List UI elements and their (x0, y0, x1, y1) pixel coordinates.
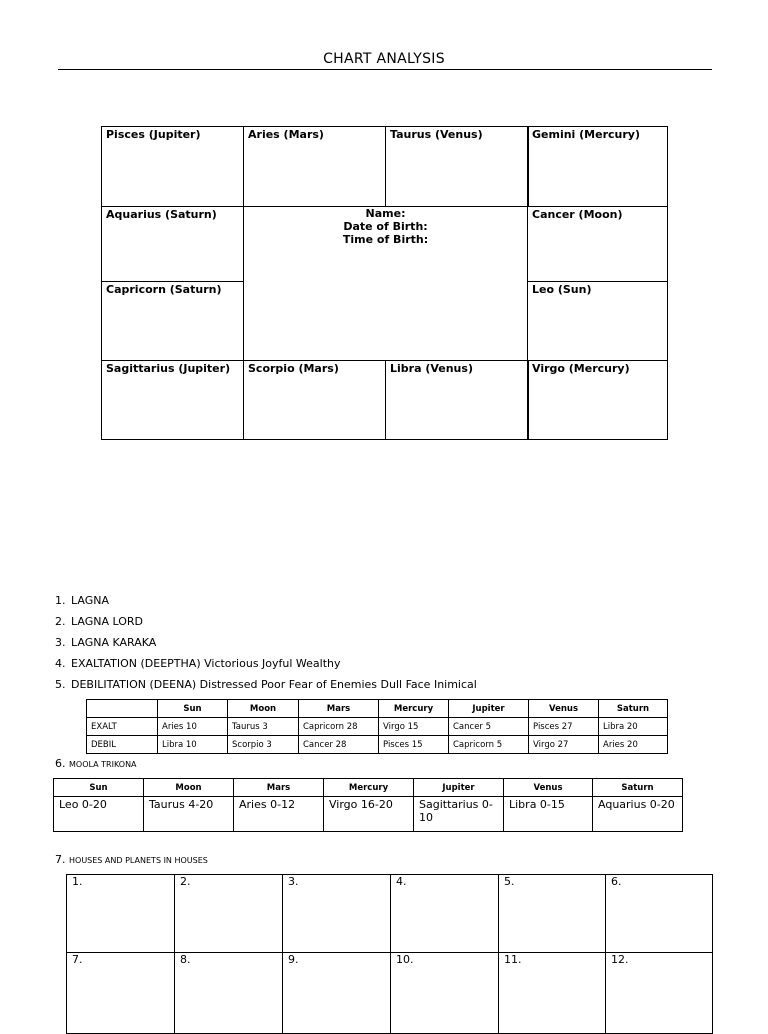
list-item (55, 615, 143, 628)
houses-grid (66, 874, 713, 1034)
house-cell: 8. (174, 952, 283, 1034)
table-header: Sun (158, 700, 228, 718)
list-number: 3. (55, 636, 66, 649)
rasi-chart (101, 126, 668, 440)
table-cell: Taurus 4-20 (144, 797, 234, 832)
table-cell: Libra 20 (599, 718, 668, 736)
list-item (55, 636, 156, 649)
house-cell: 11. (498, 952, 606, 1034)
list-text: EXALTATION (DEEPTHA) Victorious Joyful Wealthy (71, 657, 341, 670)
list-item (55, 657, 341, 670)
section-number: 6. (55, 757, 66, 770)
list-item (55, 594, 109, 607)
chart-cell-taurus: Taurus (Venus) (385, 126, 529, 207)
table-cell: Aquarius 0-20 (593, 797, 683, 832)
table-row (87, 718, 668, 736)
table-cell: Pisces 27 (529, 718, 599, 736)
table-cell: Virgo 15 (379, 718, 449, 736)
center-tob-label: Time of Birth: (342, 233, 429, 246)
house-cell: 12. (605, 952, 713, 1034)
chart-cell-capricorn: Capricorn (Saturn) (101, 281, 244, 361)
chart-cell-sagittarius: Sagittarius (Jupiter) (101, 360, 244, 440)
chart-cell-cancer: Cancer (Moon) (527, 206, 668, 282)
list-text: DEBILITATION (DEENA) Distressed Poor Fear of Enemies Dull Face Inimical (71, 678, 477, 691)
table-cell: Cancer 5 (449, 718, 529, 736)
chart-cell-virgo: Virgo (Mercury) (527, 360, 668, 440)
table-cell: Libra 0-15 (504, 797, 593, 832)
house-cell: 10. (390, 952, 499, 1034)
exaltation-debilitation-table (86, 699, 668, 754)
table-cell: Scorpio 3 (228, 736, 299, 754)
table-cell: EXALT (87, 718, 158, 736)
table-cell: Pisces 15 (379, 736, 449, 754)
house-cell: 3. (282, 874, 391, 953)
table-header: Mars (299, 700, 379, 718)
house-cell: 9. (282, 952, 391, 1034)
section-6-heading (55, 757, 137, 770)
list-number: 1. (55, 594, 66, 607)
chart-cell-aries: Aries (Mars) (243, 126, 386, 207)
table-header: Jupiter (449, 700, 529, 718)
table-header: Saturn (599, 700, 668, 718)
table-header-row (87, 700, 668, 718)
table-cell: Capricorn 28 (299, 718, 379, 736)
table-header: Mars (234, 779, 324, 797)
table-header: Saturn (593, 779, 683, 797)
list-number: 4. (55, 657, 66, 670)
table-cell: Taurus 3 (228, 718, 299, 736)
list-number: 5. (55, 678, 66, 691)
table-row (54, 797, 683, 832)
chart-center-info (243, 206, 528, 361)
table-cell: Virgo 16-20 (324, 797, 414, 832)
table-header: Jupiter (414, 779, 504, 797)
house-cell: 2. (174, 874, 283, 953)
table-header: Moon (144, 779, 234, 797)
table-cell: DEBIL (87, 736, 158, 754)
section-label: MOOLA TRIKONA (69, 760, 137, 769)
table-header: Moon (228, 700, 299, 718)
section-number: 7. (55, 853, 66, 866)
title-underline (58, 69, 712, 70)
moola-trikona-table (53, 778, 683, 832)
table-header: Venus (529, 700, 599, 718)
chart-cell-libra: Libra (Venus) (385, 360, 529, 440)
house-cell: 1. (66, 874, 175, 953)
table-header (87, 700, 158, 718)
chart-cell-aquarius: Aquarius (Saturn) (101, 206, 244, 282)
table-header-row (54, 779, 683, 797)
list-text: LAGNA LORD (71, 615, 143, 628)
section-7-heading (55, 853, 208, 866)
center-dob-label: Date of Birth: (343, 220, 428, 233)
table-cell: Cancer 28 (299, 736, 379, 754)
table-header: Mercury (379, 700, 449, 718)
table-cell: Sagittarius 0-10 (414, 797, 504, 832)
center-name-label: Name: (365, 207, 406, 220)
list-item (55, 678, 477, 691)
chart-cell-gemini: Gemini (Mercury) (527, 126, 668, 207)
table-header: Sun (54, 779, 144, 797)
house-cell: 6. (605, 874, 713, 953)
table-cell: Virgo 27 (529, 736, 599, 754)
chart-cell-scorpio: Scorpio (Mars) (243, 360, 386, 440)
house-cell: 4. (390, 874, 499, 953)
table-cell: Leo 0-20 (54, 797, 144, 832)
list-text: LAGNA KARAKA (71, 636, 157, 649)
page-title: CHART ANALYSIS (323, 51, 445, 67)
table-header: Venus (504, 779, 593, 797)
table-header: Mercury (324, 779, 414, 797)
house-cell: 5. (498, 874, 606, 953)
list-text: LAGNA (71, 594, 109, 607)
table-row (87, 736, 668, 754)
chart-cell-leo: Leo (Sun) (527, 281, 668, 361)
table-cell: Aries 0-12 (234, 797, 324, 832)
house-cell: 7. (66, 952, 175, 1034)
table-cell: Capricorn 5 (449, 736, 529, 754)
table-cell: Libra 10 (158, 736, 228, 754)
list-number: 2. (55, 615, 66, 628)
chart-cell-pisces: Pisces (Jupiter) (101, 126, 244, 207)
table-cell: Aries 10 (158, 718, 228, 736)
section-label: HOUSES AND PLANETS IN HOUSES (69, 856, 208, 865)
table-cell: Aries 20 (599, 736, 668, 754)
